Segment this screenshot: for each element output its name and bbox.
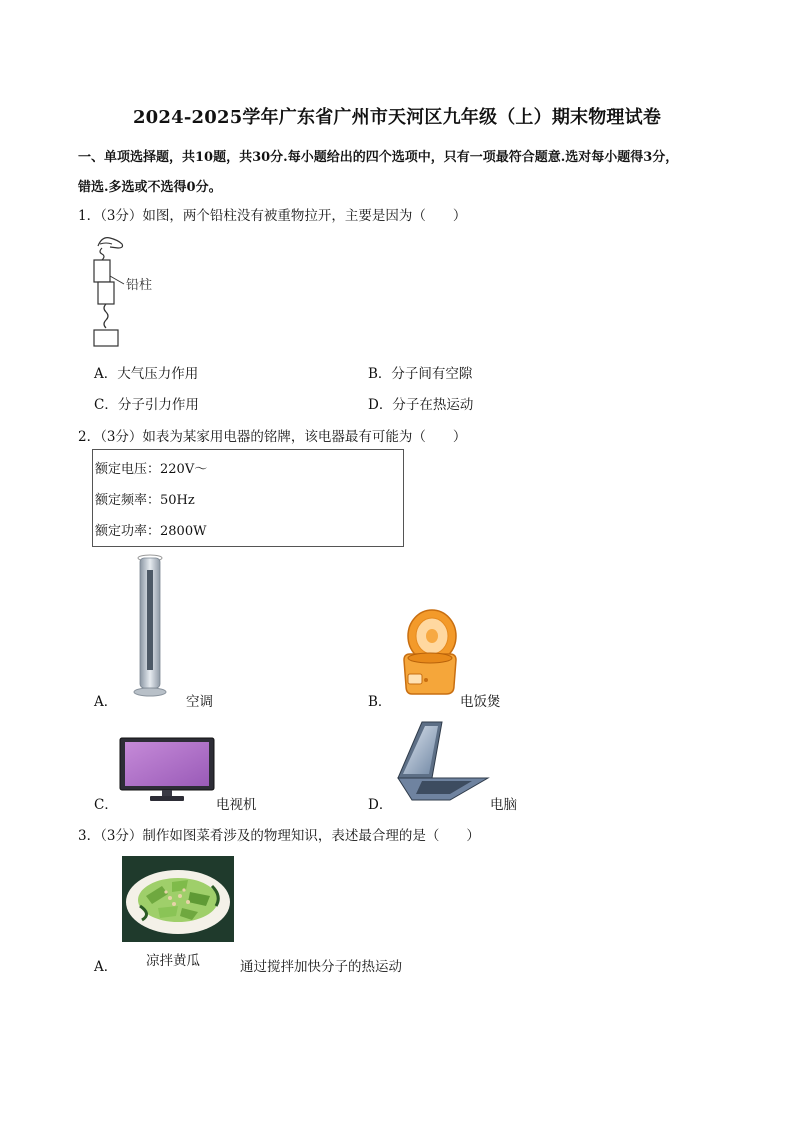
q1-option-d[interactable]: D．分子在热运动 [368, 397, 474, 413]
q1-option-b[interactable]: B．分子间有空隙 [368, 366, 473, 382]
q2-option-a-caption: 空调 [186, 694, 213, 710]
television-image [118, 736, 216, 804]
q2-option-d-letter[interactable]: D． [368, 797, 393, 813]
question-1-stem: 1．（3分）如图，两个铅柱没有被重物拉开，主要是因为（ ） [78, 208, 467, 224]
nameplate-frequency: 额定频率：50Hz [95, 493, 195, 508]
section-line-1: 一、单项选择题，共10题，共30分.每小题给出的四个选项中，只有一项最符合题意.选对每小题得3分， [78, 150, 679, 165]
question-2-stem: 2．（3分）如表为某家用电器的铭牌，该电器最有可能为（ ） [78, 429, 467, 445]
q3-option-a-text: 通过搅拌加快分子的热运动 [240, 959, 402, 975]
q2-option-c-letter[interactable]: C． [94, 797, 118, 813]
q2-option-c-caption: 电视机 [216, 797, 257, 813]
question-3-stem: 3．（3分）制作如图菜肴涉及的物理知识，表述最合理的是（ ） [78, 828, 480, 844]
section-line-2: 错选.多选或不选得0分。 [78, 180, 222, 195]
q2-option-b-letter[interactable]: B． [368, 694, 392, 710]
q2-option-a-letter[interactable]: A． [94, 694, 118, 710]
q1-option-c[interactable]: C．分子引力作用 [94, 397, 199, 413]
page-title: 2024-2025学年广东省广州市天河区九年级（上）期末物理试卷 [132, 107, 662, 128]
cucumber-dish-image [122, 856, 234, 942]
section-instructions [78, 143, 738, 203]
q2-option-d-caption: 电脑 [490, 797, 517, 813]
q2-option-b-caption: 电饭煲 [460, 694, 501, 710]
figure-label-lead-column: 铅柱 [126, 278, 153, 293]
air-conditioner-image [126, 550, 182, 700]
q1-option-a[interactable]: A．大气压力作用 [94, 366, 199, 382]
q3-option-a-caption: 凉拌黄瓜 [146, 953, 200, 969]
rice-cooker-image [396, 608, 462, 696]
nameplate-voltage: 额定电压：220V～ [95, 462, 208, 477]
appliance-nameplate [92, 449, 404, 547]
nameplate-power: 额定功率：2800W [95, 524, 207, 539]
q3-option-a-letter[interactable]: A． [94, 959, 118, 975]
laptop-image [392, 718, 490, 804]
